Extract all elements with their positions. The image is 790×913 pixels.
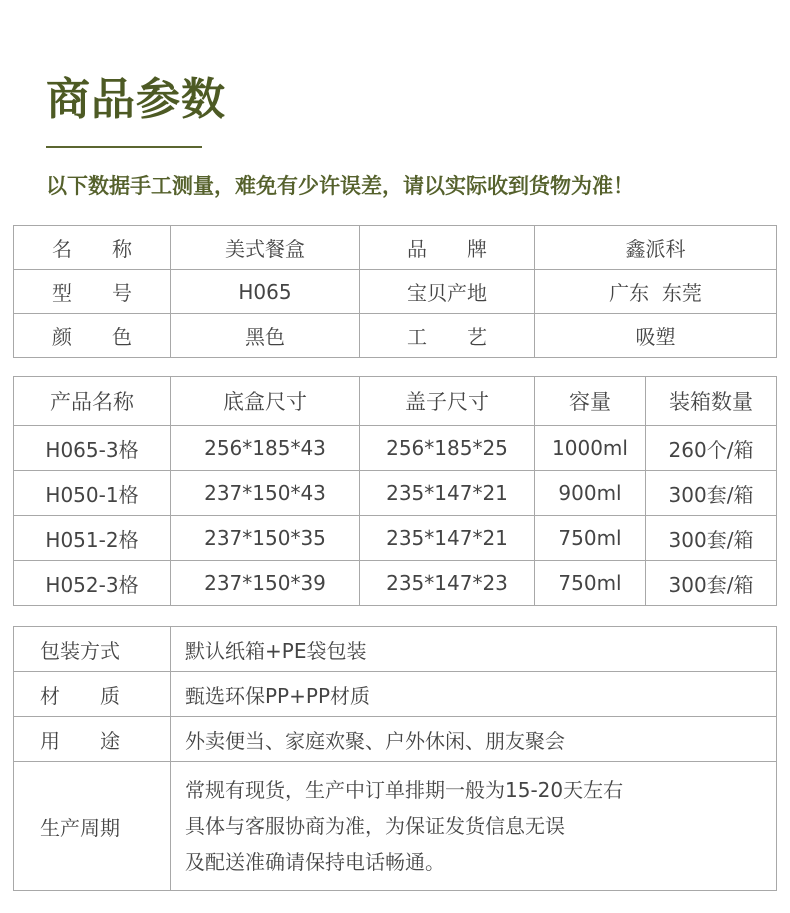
- table-row: [14, 226, 777, 270]
- cell-capacity: 900ml: [535, 471, 646, 516]
- table-header-row: [14, 377, 777, 426]
- cell-box-quantity: 300套/箱: [646, 471, 777, 516]
- title-underline: [46, 146, 202, 148]
- name-value: 美式餐盒: [171, 226, 360, 270]
- cell-lid-size: 235*147*21: [360, 471, 535, 516]
- basic-info-table: [13, 225, 777, 358]
- material-value: 甄选环保PP+PP材质: [171, 672, 777, 717]
- table-row: [14, 561, 777, 606]
- cell-base-size: 237*150*39: [171, 561, 360, 606]
- color-value: 黑色: [171, 314, 360, 358]
- cell-lid-size: 256*185*25: [360, 426, 535, 471]
- header-capacity: 容量: [535, 377, 646, 426]
- cycle-line: 具体与客服协商为准，为保证发货信息无误: [185, 814, 565, 838]
- table-row: [14, 516, 777, 561]
- model-value: H065: [171, 270, 360, 314]
- cell-box-quantity: 300套/箱: [646, 516, 777, 561]
- header-lid-size: 盖子尺寸: [360, 377, 535, 426]
- table-row: [14, 672, 777, 717]
- material-label: 材 质: [14, 672, 171, 717]
- cell-product-name: H050-1格: [14, 471, 171, 516]
- packaging-value: 默认纸箱+PE袋包装: [171, 627, 777, 672]
- brand-label: 品 牌: [360, 226, 535, 270]
- cycle-line: 及配送准确请保持电话畅通。: [185, 850, 445, 874]
- usage-label: 用 途: [14, 717, 171, 762]
- header-box-quantity: 装箱数量: [646, 377, 777, 426]
- production-cycle-label: 生产周期: [14, 762, 171, 891]
- usage-value: 外卖便当、家庭欢聚、户外休闲、朋友聚会: [171, 717, 777, 762]
- table-row: [14, 426, 777, 471]
- cell-capacity: 1000ml: [535, 426, 646, 471]
- table-row: [14, 270, 777, 314]
- cell-product-name: H052-3格: [14, 561, 171, 606]
- cell-box-quantity: 260个/箱: [646, 426, 777, 471]
- cell-base-size: 256*185*43: [171, 426, 360, 471]
- table-row: [14, 471, 777, 516]
- origin-value: 广东 东莞: [535, 270, 777, 314]
- craft-label: 工 艺: [360, 314, 535, 358]
- table-row: [14, 717, 777, 762]
- craft-value: 吸塑: [535, 314, 777, 358]
- production-cycle-value: [171, 762, 777, 891]
- cycle-line: 常规有现货，生产中订单排期一般为15-20天左右: [185, 778, 624, 802]
- page-subtitle: 以下数据手工测量，难免有少许误差，请以实际收到货物为准！: [46, 174, 634, 198]
- header-product-name: 产品名称: [14, 377, 171, 426]
- origin-label: 宝贝产地: [360, 270, 535, 314]
- name-label: 名 称: [14, 226, 171, 270]
- table-row: [14, 762, 777, 891]
- header-base-size: 底盒尺寸: [171, 377, 360, 426]
- brand-value: 鑫派科: [535, 226, 777, 270]
- cell-product-name: H065-3格: [14, 426, 171, 471]
- packaging-label: 包装方式: [14, 627, 171, 672]
- cell-lid-size: 235*147*21: [360, 516, 535, 561]
- cell-box-quantity: 300套/箱: [646, 561, 777, 606]
- page-title: 商品参数: [46, 74, 226, 125]
- spec-table: [13, 376, 777, 606]
- cell-base-size: 237*150*43: [171, 471, 360, 516]
- cell-capacity: 750ml: [535, 561, 646, 606]
- detail-info-table: [13, 626, 777, 891]
- cell-product-name: H051-2格: [14, 516, 171, 561]
- cell-base-size: 237*150*35: [171, 516, 360, 561]
- model-label: 型 号: [14, 270, 171, 314]
- color-label: 颜 色: [14, 314, 171, 358]
- cell-lid-size: 235*147*23: [360, 561, 535, 606]
- table-row: [14, 314, 777, 358]
- cell-capacity: 750ml: [535, 516, 646, 561]
- table-row: [14, 627, 777, 672]
